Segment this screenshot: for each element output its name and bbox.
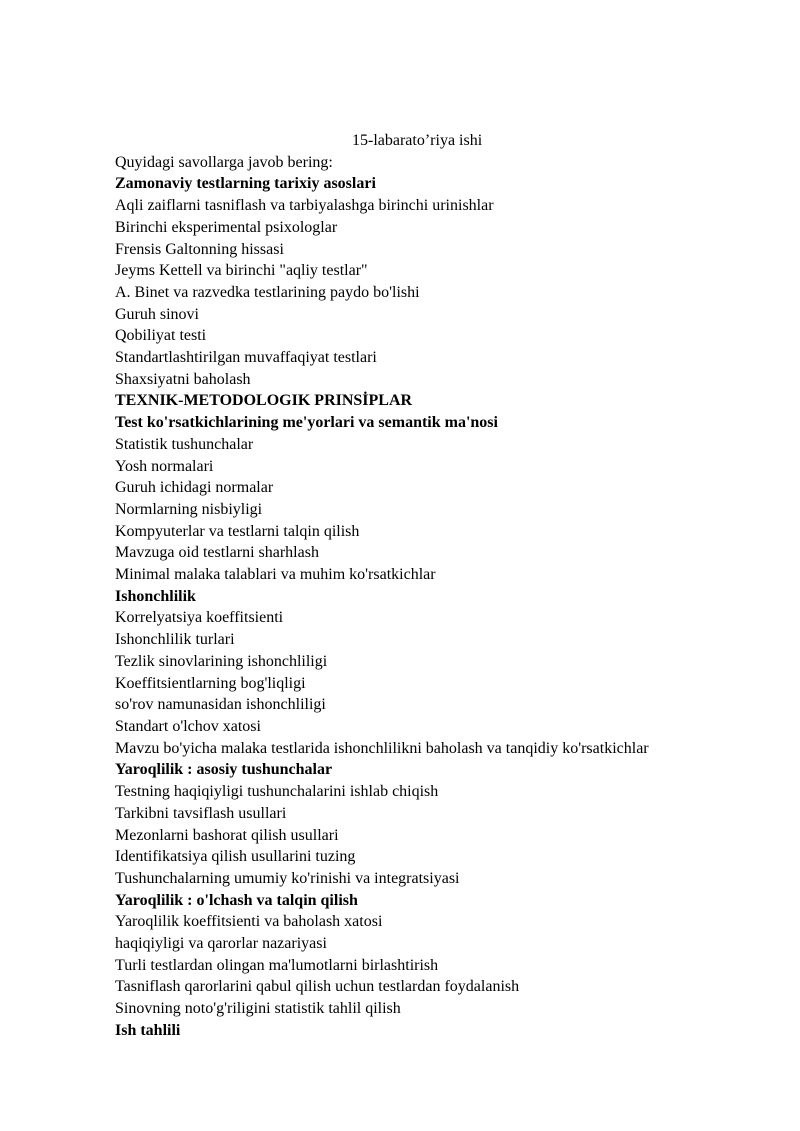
document-lines (115, 152, 785, 1042)
list-item: Guruh ichidagi normalar (115, 479, 274, 497)
list-item: Testning haqiqiyligi tushunchalarini ishlab chiqish (115, 783, 439, 801)
section-heading: Ish tahlili (115, 1021, 181, 1039)
list-item: Jeyms Kettell va birinchi "aqliy testlar" (115, 262, 368, 280)
list-item: Birinchi eksperimental psixologlar (115, 218, 338, 236)
list-item: Statistik tushunchalar (115, 435, 254, 453)
list-item: Aqli zaiflarni tasniflash va tarbiyalashga birinchi urinishlar (115, 197, 494, 215)
list-item: so'rov namunasidan ishonchliligi (115, 696, 326, 714)
list-item: Turli testlardan olingan ma'lumotlarni birlashtirish (115, 956, 439, 974)
list-item: Koeffitsientlarning bog'liqligi (115, 674, 306, 692)
list-item: Normlarning nisbiyligi (115, 500, 263, 518)
list-item: haqiqiyligi va qarorlar nazariyasi (115, 935, 327, 953)
section-heading: Ishonchlilik (115, 587, 196, 605)
list-item: Sinovning noto'g'riligini statistik tahlil qilish (115, 1000, 401, 1018)
list-item: Tasniflash qarorlarini qabul qilish uchun testlardan foydalanish (115, 978, 520, 996)
section-heading: Yaroqlilik : o'lchash va talqin qilish (115, 891, 358, 909)
list-item: Mavzu bo'yicha malaka testlarida ishonchlilikni baholash va tanqidiy ko'rsatkichlar (115, 739, 649, 757)
list-item: Minimal malaka talablari va muhim ko'rsatkichlar (115, 566, 436, 584)
list-item: Mavzuga oid testlarni sharhlash (115, 544, 319, 562)
list-item: Tezlik sinovlarining ishonchliligi (115, 652, 328, 670)
list-item: Identifikatsiya qilish usullarini tuzing (115, 848, 356, 866)
list-item: A. Binet va razvedka testlarining paydo bo'lishi (115, 283, 420, 301)
list-item: Guruh sinovi (115, 305, 199, 323)
list-item: Yaroqlilik koeffitsienti va baholash xatosi (115, 913, 383, 931)
section-heading: TEXNIK-METODOLOGIK PRINSİPLAR (115, 392, 413, 410)
document-body (115, 130, 785, 1042)
list-item: Quyidagi savollarga javob bering: (115, 153, 333, 171)
list-item: Standartlashtirilgan muvaffaqiyat testlari (115, 349, 377, 367)
list-item: Tarkibni tavsiflash usullari (115, 804, 287, 822)
list-item: Kompyuterlar va testlarni talqin qilish (115, 522, 360, 540)
list-item: Shaxsiyatni baholash (115, 370, 251, 388)
list-item: Korrelyatsiya koeffitsienti (115, 609, 284, 627)
section-heading: Zamonaviy testlarning tarixiy asoslari (115, 175, 376, 193)
section-heading: Test ko'rsatkichlarining me'yorlari va semantik ma'nosi (115, 414, 498, 432)
list-item: Yosh normalari (115, 457, 214, 475)
list-item: Tushunchalarning umumiy ko'rinishi va integratsiyasi (115, 869, 460, 887)
list-item: Mezonlarni bashorat qilish usullari (115, 826, 339, 844)
section-heading: Yaroqlilik : asosiy tushunchalar (115, 761, 333, 779)
list-item: Ishonchlilik turlari (115, 631, 235, 649)
list-item: Qobiliyat testi (115, 327, 207, 345)
list-item: Standart o'lchov xatosi (115, 717, 261, 735)
list-item: Frensis Galtonning hissasi (115, 240, 284, 258)
document-title: 15-labarato’riya ishi (352, 132, 483, 149)
